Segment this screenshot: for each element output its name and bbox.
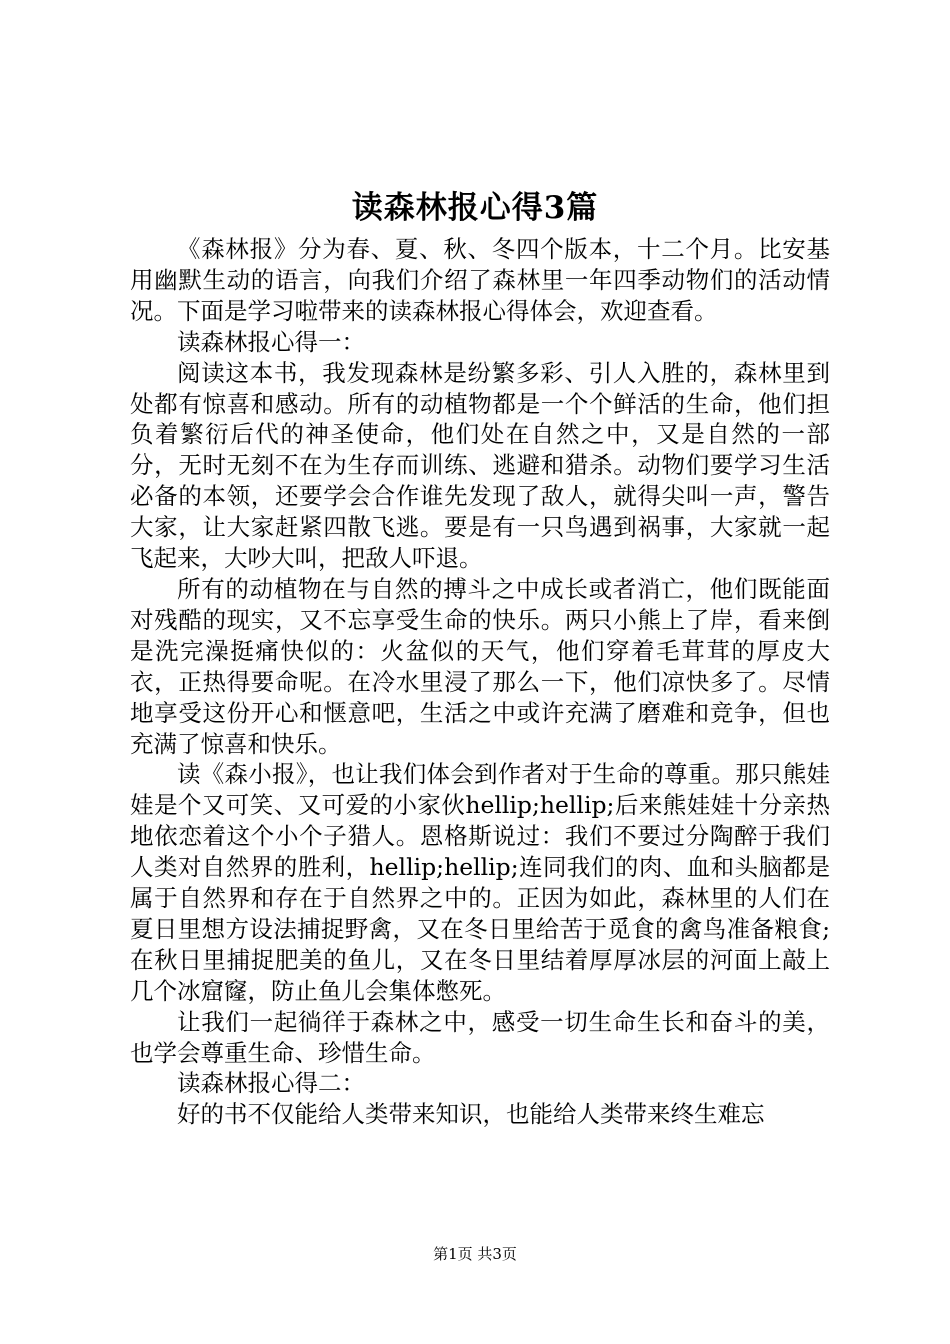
- body-paragraph: 读《森小报》，也让我们体会到作者对于生命的尊重。那只熊娃娃是个又可笑、又可爱的小家伙hellip;hellip;后来熊娃娃十分亲热地依恋着这个小个子猎人。恩格斯说过：我们不要过分陶醉于我们人类对自然界的胜利，hellip;hellip;连同我们的肉、血和头脑都是属于自然界和存在于自然界之中的。正因为如此，森林里的人们在夏日里想方设法捕捉野禽，又在冬日里给苦于觅食的禽鸟准备粮食;在秋日里捕捉肥美的鱼儿，又在冬日里结着厚厚冰层的河面上敲上几个冰窟窿，防止鱼儿会集体憋死。: [130, 760, 830, 1005]
- document-title: 读森林报心得3篇: [351, 190, 599, 226]
- section-heading-one: 读森林报心得一：: [177, 327, 365, 356]
- body-paragraph: 好的书不仅能给人类带来知识，也能给人类带来终生难忘: [177, 1100, 765, 1129]
- section-heading-two: 读森林报心得二：: [177, 1069, 365, 1098]
- page-footer: 第1页 共3页: [433, 1245, 517, 1263]
- body-paragraph: 阅读这本书，我发现森林是纷繁多彩、引人入胜的，森林里到处都有惊喜和感动。所有的动植物都是一个个鲜活的生命，他们担负着繁衍后代的神圣使命，他们处在自然之中，又是自然的一部分，无时无刻不在为生存而训练、逃避和猎杀。动物们要学习生活必备的本领，还要学会合作谁先发现了敌人，就得尖叫一声，警告大家，让大家赶紧四散飞逃。要是有一只鸟遇到祸事，大家就一起飞起来，大吵大叫，把敌人吓退。: [130, 358, 830, 573]
- body-paragraph: 所有的动植物在与自然的搏斗之中成长或者消亡，他们既能面对残酷的现实，又不忘享受生命的快乐。两只小熊上了岸，看来倒是洗完澡挺痛快似的：火盆似的天气，他们穿着毛茸茸的厚皮大衣，正热得要命呢。在冷水里浸了那么一下，他们凉快多了。尽情地享受这份开心和惬意吧，生活之中或许充满了磨难和竞争，但也充满了惊喜和快乐。: [130, 574, 830, 758]
- body-paragraph: 让我们一起徜徉于森林之中，感受一切生命生长和奋斗的美，也学会尊重生命、珍惜生命。: [130, 1007, 830, 1067]
- intro-paragraph: 《森林报》分为春、夏、秋、冬四个版本，十二个月。比安基用幽默生动的语言，向我们介绍了森林里一年四季动物们的活动情况。下面是学习啦带来的读森林报心得体会，欢迎查看。: [130, 235, 830, 325]
- document-body: [130, 234, 830, 1130]
